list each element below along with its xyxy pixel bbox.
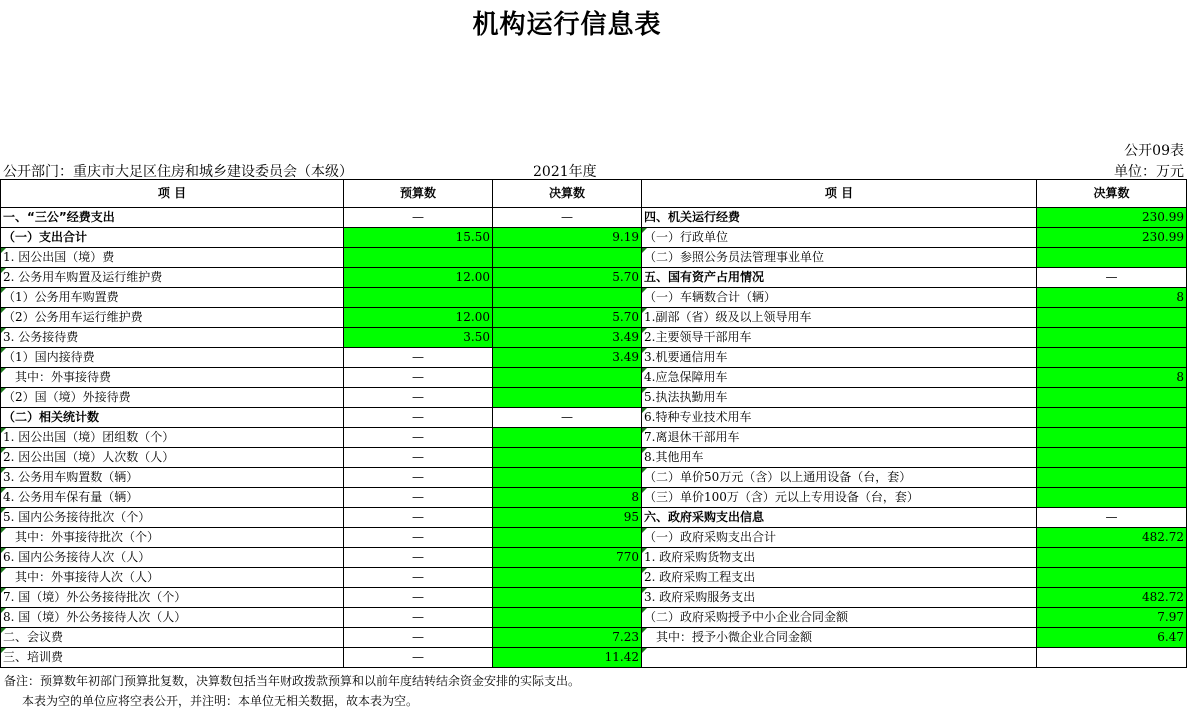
right-final-cell: [1037, 448, 1187, 468]
table-row: [1, 568, 1187, 588]
left-item-cell: 2. 因公出国（境）人次数（人）: [1, 448, 344, 468]
right-final-cell: [1037, 548, 1187, 568]
right-item-cell: 7.离退休干部用车: [642, 428, 1037, 448]
header-item: 项 目: [1, 180, 344, 208]
right-item-cell: 3. 政府采购服务支出: [642, 588, 1037, 608]
info-table: [0, 179, 1187, 668]
final-cell: [493, 608, 642, 628]
final-cell: [493, 528, 642, 548]
table-row: [1, 628, 1187, 648]
right-final-cell: [1037, 488, 1187, 508]
right-final-cell: 8: [1037, 368, 1187, 388]
budget-cell: —: [344, 448, 493, 468]
right-final-cell: 482.72: [1037, 528, 1187, 548]
left-item-cell: 5. 国内公务接待批次（个）: [1, 508, 344, 528]
budget-cell: —: [344, 368, 493, 388]
left-item-cell: （2）国（境）外接待费: [1, 388, 344, 408]
left-item-cell: 6. 国内公务接待人次（人）: [1, 548, 344, 568]
final-cell: [493, 288, 642, 308]
budget-cell: —: [344, 528, 493, 548]
left-item-cell: 3. 公务接待费: [1, 328, 344, 348]
budget-cell: —: [344, 508, 493, 528]
right-final-cell: [1037, 648, 1187, 668]
left-item-cell: 1. 因公出国（境）费: [1, 248, 344, 268]
right-item-cell: 六、政府采购支出信息: [642, 508, 1037, 528]
budget-cell: —: [344, 348, 493, 368]
final-cell: 3.49: [493, 328, 642, 348]
header-item-right: 项 目: [642, 180, 1037, 208]
final-cell: 8: [493, 488, 642, 508]
table-row: [1, 228, 1187, 248]
left-item-cell: 1. 因公出国（境）团组数（个）: [1, 428, 344, 448]
table-row: [1, 368, 1187, 388]
final-cell: 9.19: [493, 228, 642, 248]
right-item-cell: （二）单价50万元（含）以上通用设备（台，套）: [642, 468, 1037, 488]
table-row: [1, 528, 1187, 548]
fiscal-year: 2021年度: [533, 164, 597, 180]
final-cell: [493, 568, 642, 588]
budget-cell: —: [344, 428, 493, 448]
note-line-1: 备注：预算数年初部门预算批复数，决算数包括当年财政拨款预算和以前年度结转结余资金安排的实际支出。: [4, 674, 581, 688]
final-cell: 5.70: [493, 268, 642, 288]
right-item-cell: （三）单价100万（含）元以上专用设备（台，套）: [642, 488, 1037, 508]
table-row: [1, 388, 1187, 408]
table-code: 公开09表: [1124, 143, 1184, 159]
left-item-cell: （二）相关统计数: [1, 408, 344, 428]
right-item-cell: 8.其他用车: [642, 448, 1037, 468]
right-final-cell: 7.97: [1037, 608, 1187, 628]
table-row: [1, 648, 1187, 668]
table-row: [1, 548, 1187, 568]
table-row: [1, 208, 1187, 228]
final-cell: 7.23: [493, 628, 642, 648]
table-row: [1, 508, 1187, 528]
final-cell: [493, 388, 642, 408]
right-final-cell: [1037, 348, 1187, 368]
header-final: 决算数: [493, 180, 642, 208]
budget-cell: —: [344, 588, 493, 608]
left-item-cell: （一）支出合计: [1, 228, 344, 248]
right-item-cell: （一）车辆数合计（辆）: [642, 288, 1037, 308]
right-item-cell: 其中：授予小微企业合同金额: [642, 628, 1037, 648]
right-final-cell: [1037, 388, 1187, 408]
right-item-cell: （二）政府采购授予中小企业合同金额: [642, 608, 1037, 628]
right-item-cell: 2.主要领导干部用车: [642, 328, 1037, 348]
right-item-cell: 5.执法执勤用车: [642, 388, 1037, 408]
right-final-cell: [1037, 328, 1187, 348]
table-row: [1, 408, 1187, 428]
budget-cell: —: [344, 208, 493, 228]
right-item-cell: 6.特种专业技术用车: [642, 408, 1037, 428]
final-cell: [493, 468, 642, 488]
right-final-cell: [1037, 408, 1187, 428]
budget-cell: —: [344, 468, 493, 488]
left-item-cell: 其中：外事接待批次（个）: [1, 528, 344, 548]
table-row: [1, 308, 1187, 328]
budget-cell: —: [344, 488, 493, 508]
right-final-cell: [1037, 428, 1187, 448]
budget-cell: —: [344, 648, 493, 668]
left-item-cell: 4. 公务用车保有量（辆）: [1, 488, 344, 508]
right-item-cell: 四、机关运行经费: [642, 208, 1037, 228]
budget-cell: —: [344, 548, 493, 568]
right-item-cell: 1. 政府采购货物支出: [642, 548, 1037, 568]
left-item-cell: 7. 国（境）外公务接待批次（个）: [1, 588, 344, 608]
table-row: [1, 468, 1187, 488]
right-item-cell: 2. 政府采购工程支出: [642, 568, 1037, 588]
final-cell: [493, 248, 642, 268]
right-final-cell: —: [1037, 508, 1187, 528]
final-cell: [493, 428, 642, 448]
left-item-cell: （1）国内接待费: [1, 348, 344, 368]
budget-cell: —: [344, 388, 493, 408]
final-cell: [493, 368, 642, 388]
final-cell: 95: [493, 508, 642, 528]
right-item-cell: （二）参照公务员法管理事业单位: [642, 248, 1037, 268]
table-row: [1, 428, 1187, 448]
left-item-cell: 二、会议费: [1, 628, 344, 648]
left-item-cell: 2. 公务用车购置及运行维护费: [1, 268, 344, 288]
left-item-cell: 其中：外事接待人次（人）: [1, 568, 344, 588]
table-row: [1, 328, 1187, 348]
right-final-cell: [1037, 248, 1187, 268]
right-item-cell: 五、国有资产占用情况: [642, 268, 1037, 288]
right-item-cell: 1.副部（省）级及以上领导用车: [642, 308, 1037, 328]
right-item-cell: 3.机要通信用车: [642, 348, 1037, 368]
table-row: [1, 348, 1187, 368]
left-item-cell: （2）公务用车运行维护费: [1, 308, 344, 328]
right-final-cell: 230.99: [1037, 208, 1187, 228]
table-row: [1, 588, 1187, 608]
right-final-cell: 482.72: [1037, 588, 1187, 608]
header-budget: 预算数: [344, 180, 493, 208]
left-item-cell: 3. 公务用车购置数（辆）: [1, 468, 344, 488]
table-row: [1, 288, 1187, 308]
right-item-cell: （一）行政单位: [642, 228, 1037, 248]
right-final-cell: 6.47: [1037, 628, 1187, 648]
budget-cell: —: [344, 608, 493, 628]
table-row: [1, 448, 1187, 468]
right-final-cell: —: [1037, 268, 1187, 288]
left-item-cell: 8. 国（境）外公务接待人次（人）: [1, 608, 344, 628]
right-item-cell: [642, 648, 1037, 668]
budget-cell: 3.50: [344, 328, 493, 348]
budget-cell: 12.00: [344, 268, 493, 288]
page-title: 机构运行信息表: [472, 10, 662, 40]
final-cell: [493, 448, 642, 468]
budget-cell: 12.00: [344, 308, 493, 328]
budget-cell: —: [344, 628, 493, 648]
right-final-cell: [1037, 468, 1187, 488]
final-cell: 11.42: [493, 648, 642, 668]
budget-cell: [344, 288, 493, 308]
table-row: [1, 248, 1187, 268]
unit-label: 单位：万元: [1114, 164, 1184, 180]
table-row: [1, 608, 1187, 628]
right-item-cell: （一）政府采购支出合计: [642, 528, 1037, 548]
left-item-cell: 三、培训费: [1, 648, 344, 668]
header-final-right: 决算数: [1037, 180, 1187, 208]
right-final-cell: [1037, 568, 1187, 588]
final-cell: 3.49: [493, 348, 642, 368]
table-header-row: [1, 180, 1187, 208]
budget-cell: 15.50: [344, 228, 493, 248]
final-cell: 770: [493, 548, 642, 568]
final-cell: —: [493, 408, 642, 428]
table-row: [1, 488, 1187, 508]
budget-cell: —: [344, 568, 493, 588]
budget-cell: —: [344, 408, 493, 428]
left-item-cell: 其中：外事接待费: [1, 368, 344, 388]
right-final-cell: [1037, 308, 1187, 328]
table-row: [1, 268, 1187, 288]
left-item-cell: 一、“三公”经费支出: [1, 208, 344, 228]
department-label: 公开部门：重庆市大足区住房和城乡建设委员会（本级）: [3, 164, 353, 180]
right-final-cell: 8: [1037, 288, 1187, 308]
note-line-2: 本表为空的单位应将空表公开，并注明：本单位无相关数据，故本表为空。: [22, 694, 419, 708]
left-item-cell: （1）公务用车购置费: [1, 288, 344, 308]
final-cell: —: [493, 208, 642, 228]
right-final-cell: 230.99: [1037, 228, 1187, 248]
final-cell: 5.70: [493, 308, 642, 328]
right-item-cell: 4.应急保障用车: [642, 368, 1037, 388]
final-cell: [493, 588, 642, 608]
budget-cell: [344, 248, 493, 268]
